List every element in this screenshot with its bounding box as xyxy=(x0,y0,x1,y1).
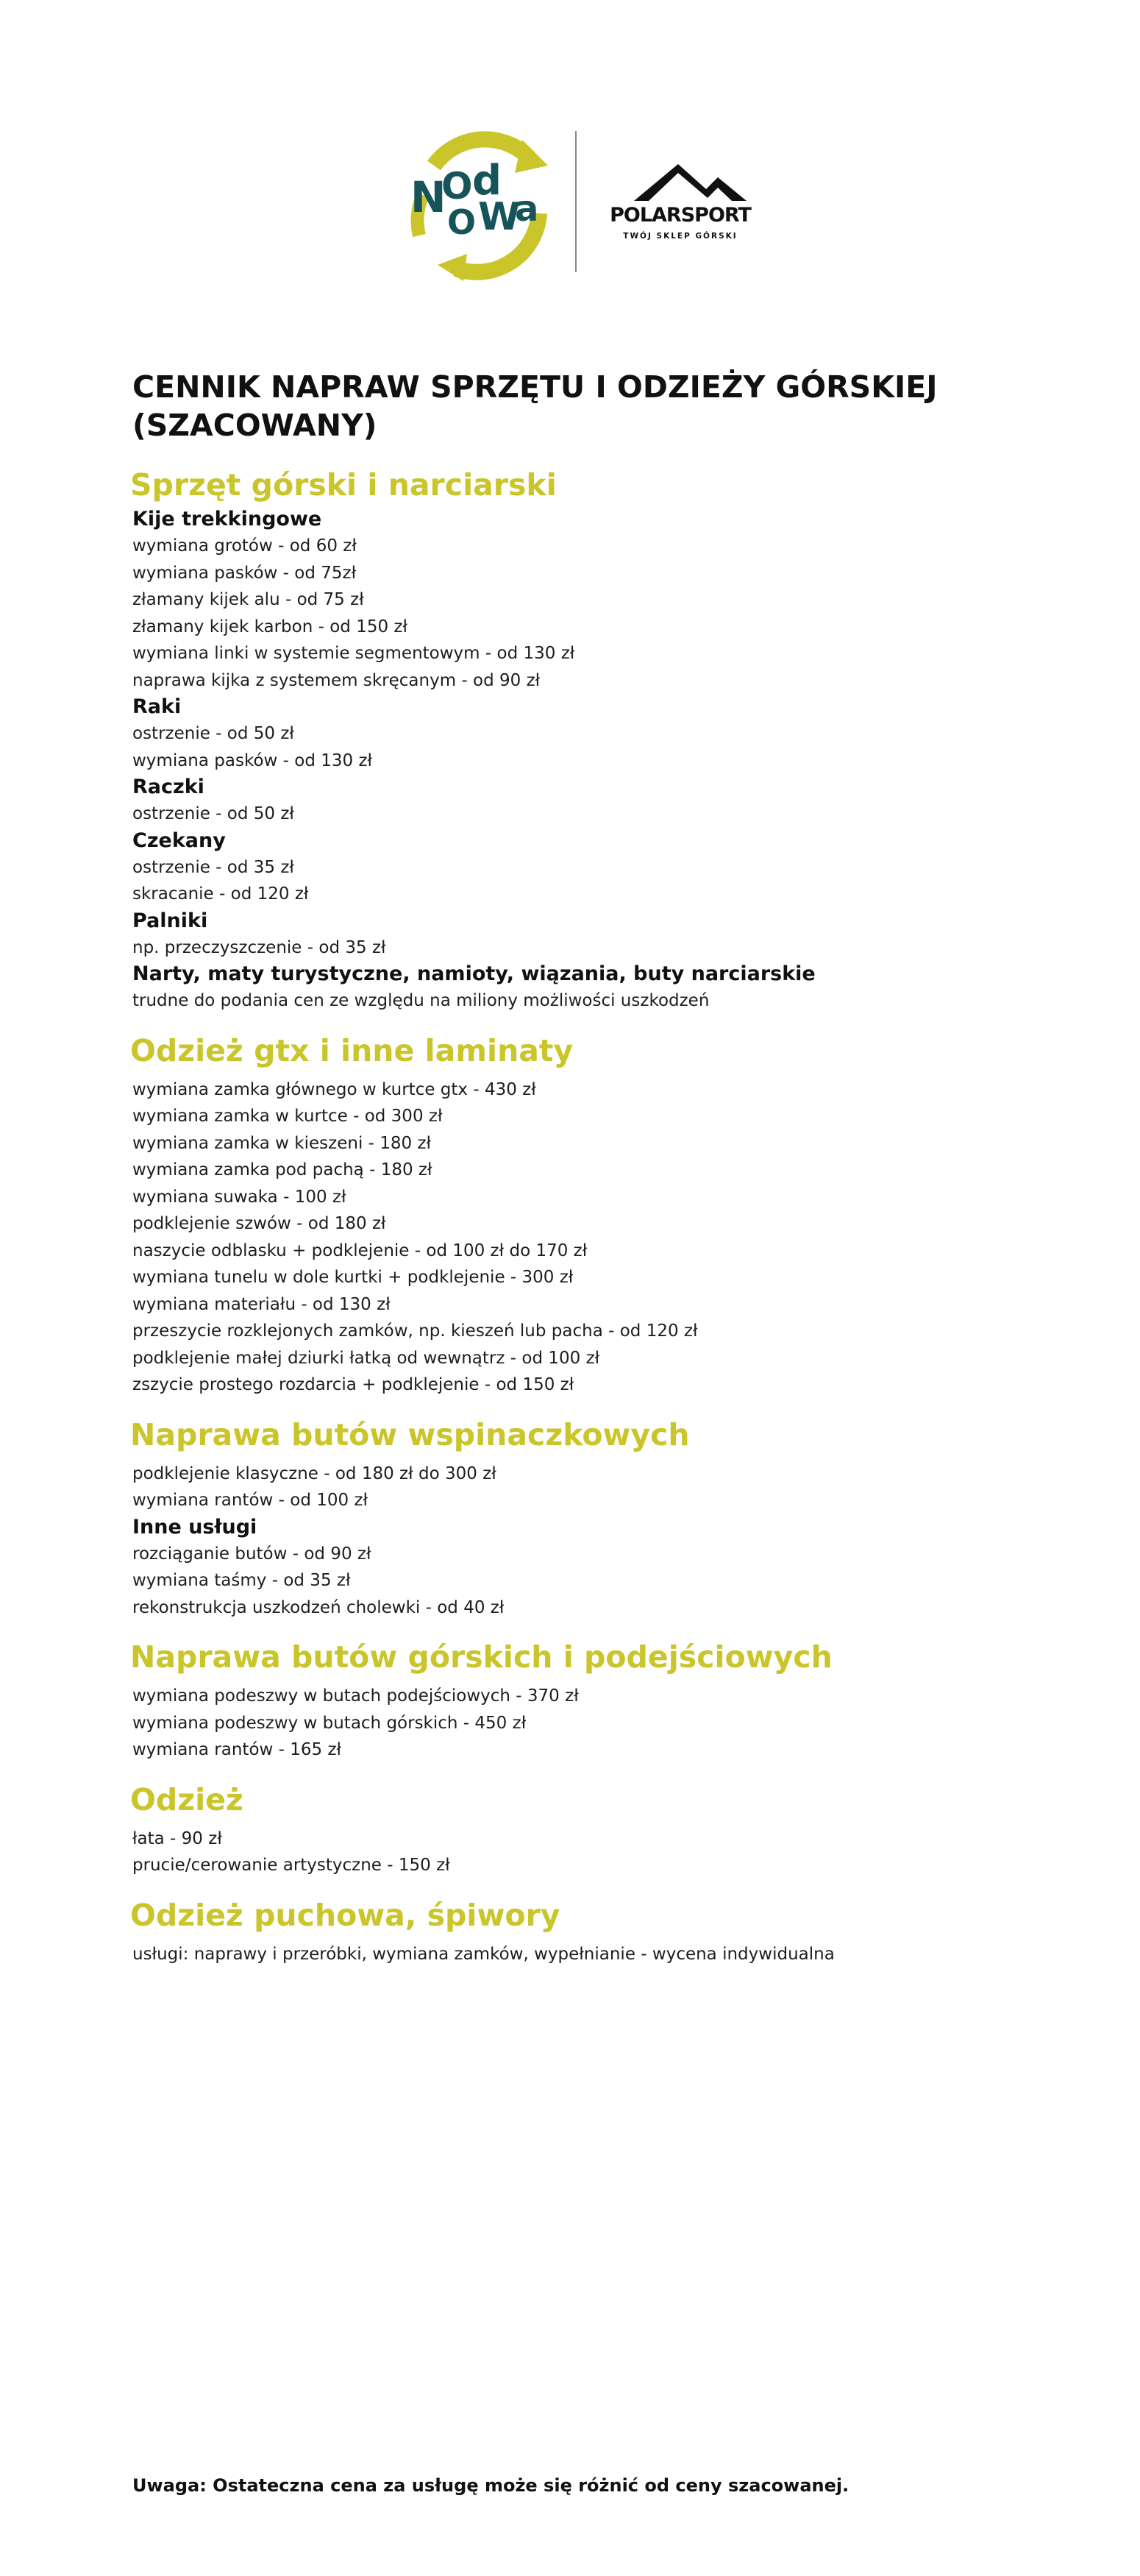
price-list xyxy=(132,368,1015,1984)
list-item: wymiana podeszwy w butach górskich - 450 zł xyxy=(132,1713,527,1733)
group-trekking-poles xyxy=(132,506,1015,694)
group-title: Inne usługi xyxy=(132,1515,257,1539)
section-heading: Naprawa butów wspinaczkowych xyxy=(130,1416,690,1452)
svg-text:a: a xyxy=(515,188,539,230)
svg-text:O: O xyxy=(447,202,477,242)
section-down-clothing xyxy=(132,1895,1015,1968)
group-title: Kije trekkingowe xyxy=(132,508,322,531)
section-heading: Naprawa butów górskich i podejściowych xyxy=(130,1639,833,1675)
list-item: wymiana zamka głównego w kurtce gtx - 430 zł xyxy=(132,1079,536,1099)
list-item: zszycie prostego rozdarcia + podklejenie - od 150 zł xyxy=(132,1375,574,1394)
list-item: wymiana materiału - od 130 zł xyxy=(132,1294,391,1314)
group-microspikes xyxy=(132,774,1015,828)
list-item: rozciąganie butów - od 90 zł xyxy=(132,1544,371,1564)
list-item: skracanie - od 120 zł xyxy=(132,884,309,904)
group-title: Palniki xyxy=(132,909,208,932)
section-heading: Odzież gtx i inne laminaty xyxy=(130,1032,574,1068)
group-title: Raczki xyxy=(132,776,204,798)
polarsport-logo xyxy=(603,158,758,254)
list-item: np. przeczyszczenie - od 35 zł xyxy=(132,937,386,957)
group-stoves xyxy=(132,908,1015,962)
list-item: łata - 90 zł xyxy=(132,1828,222,1848)
list-item: podklejenie klasyczne - od 180 zł do 300 zł xyxy=(132,1463,496,1483)
svg-text:N: N xyxy=(410,172,446,222)
list-item: ostrzenie - od 50 zł xyxy=(132,804,294,823)
list-item: wymiana taśmy - od 35 zł xyxy=(132,1571,351,1590)
list-item: rekonstrukcja uszkodzeń cholewki - od 40 zł xyxy=(132,1597,505,1617)
list-item: wymiana rantów - od 100 zł xyxy=(132,1491,368,1510)
nodowa-logo xyxy=(405,125,559,283)
list-item: wymiana zamka w kurtce - od 300 zł xyxy=(132,1107,443,1126)
group-crampons xyxy=(132,694,1015,774)
mountain-icon xyxy=(603,158,758,202)
list-item: podklejenie szwów - od 180 zł xyxy=(132,1214,386,1233)
title-line-2: (SZACOWANY) xyxy=(132,408,377,443)
list-item: ostrzenie - od 35 zł xyxy=(132,857,294,877)
logo-header xyxy=(0,125,1140,287)
list-item: trudne do podania cen ze względu na miliony możliwości uszkodzeń xyxy=(132,991,710,1010)
list-item: ostrzenie - od 50 zł xyxy=(132,724,294,743)
svg-text:O: O xyxy=(441,165,473,207)
list-item: wymiana zamka w kieszeni - 180 zł xyxy=(132,1133,432,1153)
group-title: Narty, maty turystyczne, namioty, wiązania, buty narciarskie xyxy=(132,962,816,985)
section-mountain-ski-gear xyxy=(132,465,1015,1015)
polarsport-name: POLARSPORT xyxy=(610,204,751,227)
list-item: wymiana grotów - od 60 zł xyxy=(132,536,357,556)
polarsport-tagline: TWÓJ SKLEP GÓRSKI xyxy=(623,232,738,241)
list-item: wymiana zamka pod pachą - 180 zł xyxy=(132,1160,432,1179)
section-mountain-shoes xyxy=(132,1637,1015,1764)
section-heading: Odzież xyxy=(130,1781,243,1817)
recycle-arrows-icon xyxy=(405,125,559,283)
logo-divider xyxy=(575,131,577,272)
list-item: wymiana suwaka - 100 zł xyxy=(132,1187,346,1207)
group-skis-tents xyxy=(132,961,1015,1015)
list-item: wymiana rantów - 165 zł xyxy=(132,1740,342,1759)
group-title: Czekany xyxy=(132,828,226,852)
list-item: prucie/cerowanie artystyczne - 150 zł xyxy=(132,1856,450,1875)
section-heading: Sprzęt górski i narciarski xyxy=(130,467,557,503)
list-item: naprawa kijka z systemem skręcanym - od 90 zł xyxy=(132,670,541,690)
svg-text:W: W xyxy=(478,195,521,239)
group-title: Raki xyxy=(132,695,182,718)
list-item: naszycie odblasku + podklejenie - od 100 zł do 170 zł xyxy=(132,1241,588,1260)
list-item: wymiana podeszwy w butach podejściowych - 370 zł xyxy=(132,1686,579,1706)
list-item: wymiana pasków - od 75zł xyxy=(132,563,357,583)
section-gtx-clothing xyxy=(132,1031,1015,1399)
list-item: przeszycie rozklejonych zamków, np. kieszeń lub pacha - od 120 zł xyxy=(132,1321,698,1341)
list-item: wymiana tunelu w dole kurtki + podklejenie - 300 zł xyxy=(132,1268,574,1287)
list-item: podklejenie małej dziurki łatką od wewnątrz - od 100 zł xyxy=(132,1348,600,1368)
list-item: złamany kijek alu - od 75 zł xyxy=(132,590,364,609)
list-item: usługi: naprawy i przeróbki, wymiana zamków, wypełnianie - wycena indywidualna xyxy=(132,1944,835,1964)
list-item: wymiana pasków - od 130 zł xyxy=(132,751,373,770)
footer-note: Uwaga: Ostateczna cena za usługę może się różnić od ceny szacowanej. xyxy=(132,2475,849,2496)
document-title xyxy=(132,368,1015,444)
svg-text:d: d xyxy=(472,157,502,205)
section-heading: Odzież puchowa, śpiwory xyxy=(130,1897,560,1933)
list-item: złamany kijek karbon - od 150 zł xyxy=(132,617,408,636)
section-climbing-shoes xyxy=(132,1415,1015,1622)
group-ice-axes xyxy=(132,828,1015,908)
section-clothing xyxy=(132,1780,1015,1879)
list-item: wymiana linki w systemie segmentowym - od 130 zł xyxy=(132,644,575,663)
title-line-1: CENNIK NAPRAW SPRZĘTU I ODZIEŻY GÓRSKIEJ xyxy=(132,369,938,405)
